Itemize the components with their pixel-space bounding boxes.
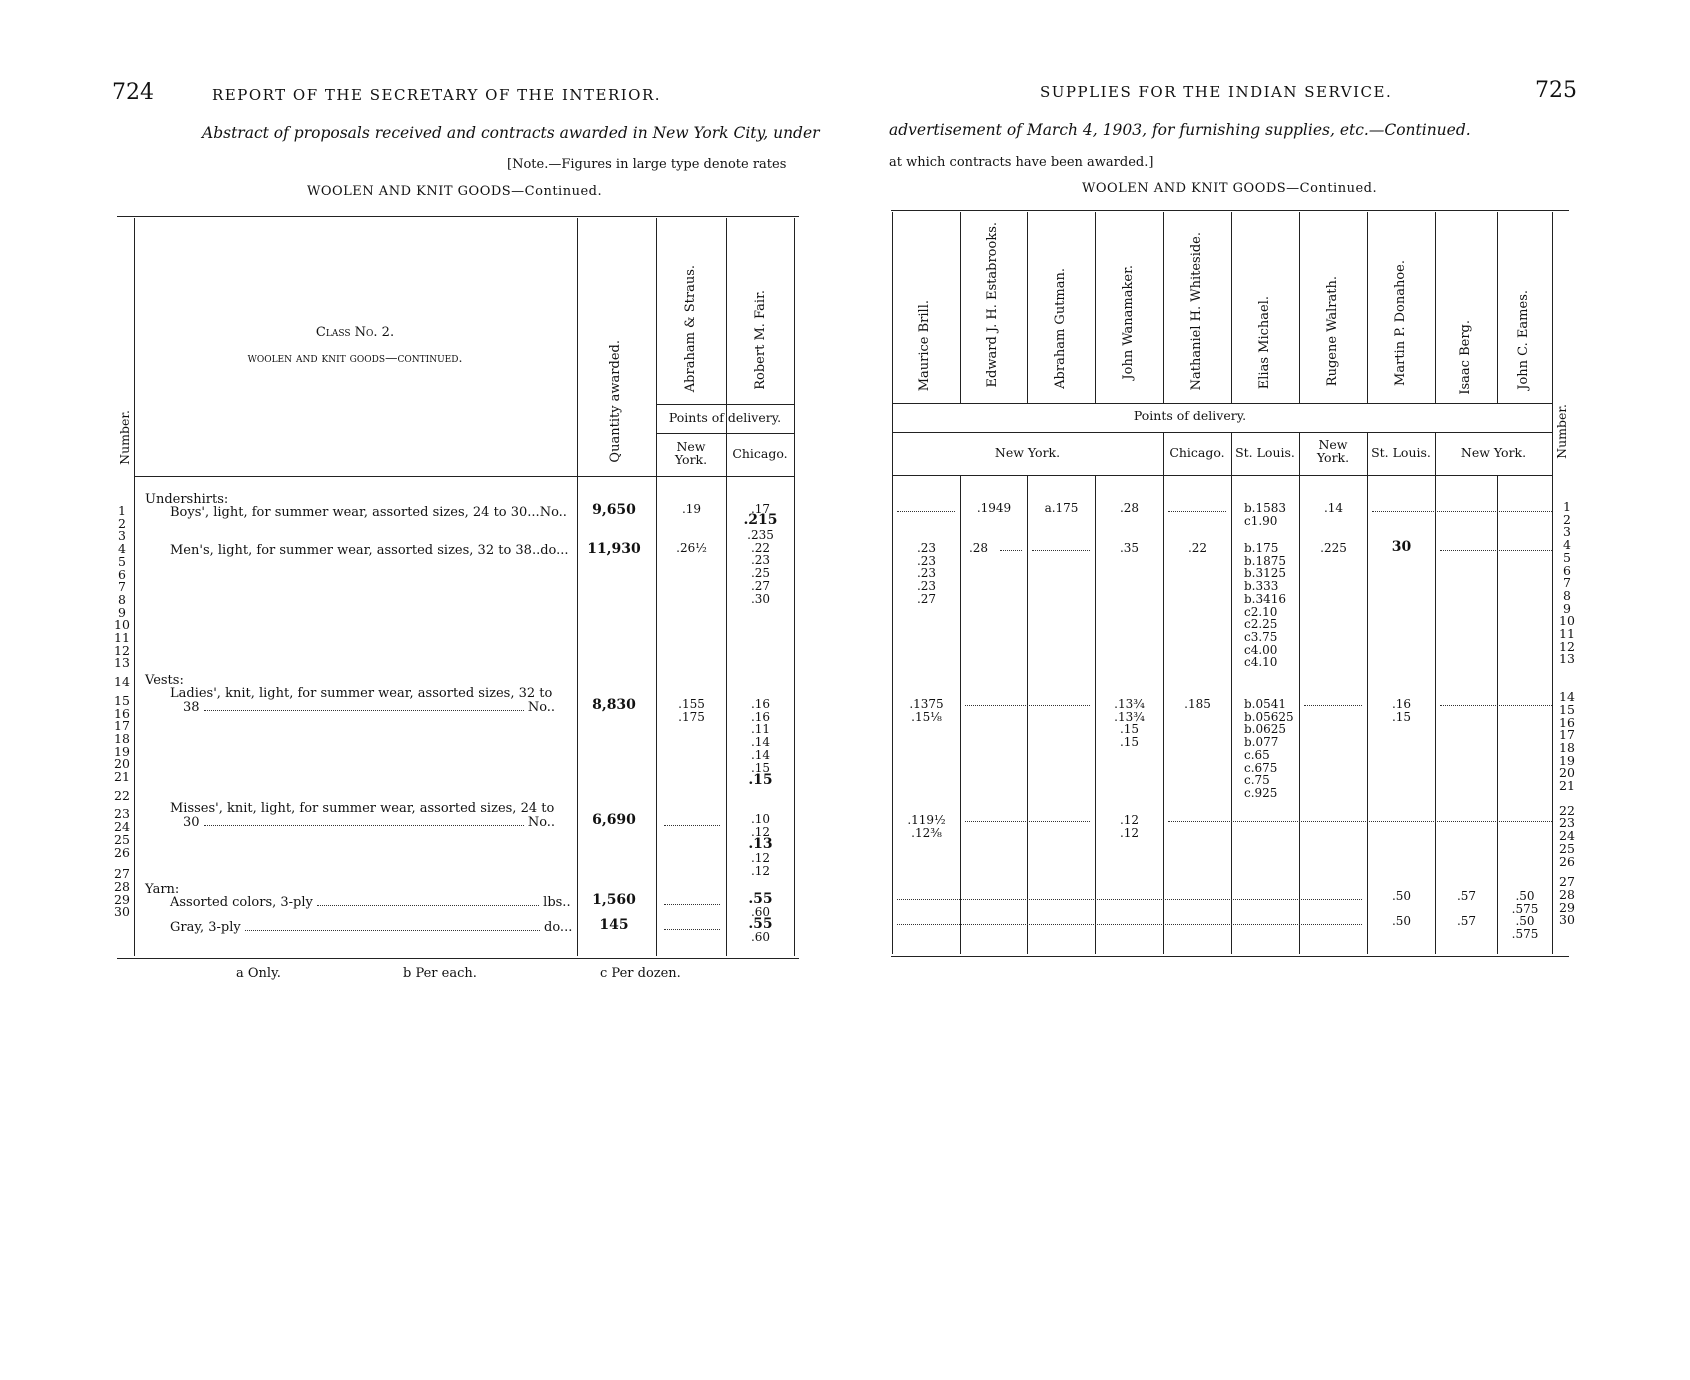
line-number: 12 <box>1559 638 1575 654</box>
wanamaker-g14: .13¾ .13¾ .15 .15 <box>1114 697 1145 750</box>
item-misses-vests: Misses', knit, light, for summer wear, assorted sizes, 24 to <box>170 801 555 816</box>
whiteside-g14: .185 <box>1184 697 1211 711</box>
qty-misses-vests: 6,690 <box>592 812 636 828</box>
point-new-york-2: New York. <box>1316 437 1350 465</box>
right-line-numbers <box>1553 501 1581 927</box>
line-number: 7 <box>1563 575 1571 591</box>
footnote-c: c Per dozen. <box>600 966 681 981</box>
item-ladies-size: 38 <box>183 700 200 715</box>
wanamaker-g22: .12 .12 <box>1119 813 1140 840</box>
line-number: 9 <box>1563 600 1571 616</box>
line-number: 20 <box>114 756 130 772</box>
line-number: 1 <box>118 503 126 518</box>
line-number: 4 <box>118 541 126 557</box>
bidder-john-wanamaker: John Wanamaker. <box>1121 265 1136 380</box>
point-st-louis-2: St. Louis. <box>1371 445 1431 460</box>
line-number: 28 <box>114 878 130 894</box>
bidder-nathaniel-whiteside: Nathaniel H. Whiteside. <box>1189 232 1204 391</box>
line-number: 24 <box>1559 828 1575 844</box>
qty-yarn-assorted: 1,560 <box>592 892 636 908</box>
footnote-b: b Per each. <box>403 966 477 981</box>
point-st-louis-1: St. Louis. <box>1235 445 1295 460</box>
line-number: 5 <box>118 553 126 569</box>
item-ladies-vests-line2 <box>183 700 575 715</box>
line-number: 20 <box>1559 765 1575 781</box>
line-number: 11 <box>114 630 130 646</box>
right-title: advertisement of March 4, 1903, for furnishing supplies, etc.—Continued. <box>889 121 1471 139</box>
line-number: 30 <box>1559 912 1575 928</box>
line-number: 29 <box>114 891 130 907</box>
line-number: 21 <box>114 769 130 785</box>
class-subtitle: woolen and knit goods—continued. <box>247 350 463 365</box>
class-label: Class No. 2. <box>315 325 395 340</box>
right-running-head: SUPPLIES FOR THE INDIAN SERVICE. <box>1040 83 1393 101</box>
left-line-numbers <box>112 505 132 919</box>
eames-g29: .50 .575 <box>1511 914 1539 941</box>
line-number: 2 <box>1563 511 1571 527</box>
item-group-undershirts: Undershirts: <box>145 492 229 507</box>
line-number: 7 <box>118 579 126 595</box>
line-number: 11 <box>1559 626 1575 642</box>
whiteside-g4: .22 <box>1187 541 1208 555</box>
line-number: 10 <box>1559 613 1575 629</box>
left-note: [Note.—Figures in large type denote rates <box>507 157 787 172</box>
fair-g22: .10 .12 <box>750 812 771 839</box>
brill-g22: .119½ .12⅜ <box>907 813 946 840</box>
point-new-york-1: New York. <box>994 445 1061 460</box>
bidder-robert-fair: Robert M. Fair. <box>753 290 768 390</box>
line-number: 23 <box>1559 815 1575 831</box>
michael-g14: b.0541 b.05625 b.0625 b.077 c.65 c.675 c.75 c.925 <box>1244 697 1294 800</box>
berg-g29: .57 <box>1456 914 1477 928</box>
michael-g4: b.175 b.1875 b.3125 b.333 b.3416 c2.10 c2.25 c3.75 c4.00 c4.10 <box>1244 541 1287 670</box>
line-number: 6 <box>1563 562 1571 578</box>
fair-g29: .55 <box>748 916 773 932</box>
line-number: 16 <box>1559 714 1575 730</box>
line-number: 12 <box>114 642 130 658</box>
line-number: 24 <box>114 819 130 835</box>
line-number: 18 <box>114 730 130 746</box>
fair-g3: .235 .22 .23 .25 .27 .30 <box>747 528 774 606</box>
left-running-head: REPORT OF THE SECRETARY OF THE INTERIOR. <box>212 86 662 104</box>
gutman-g1: a.175 <box>1044 501 1079 515</box>
item-misses-size: 30 <box>183 815 200 830</box>
fair-g25: .12 .12 <box>750 851 771 878</box>
bidder-edward-estabrooks: Edward J. H. Estabrooks. <box>985 222 1000 388</box>
bidder-isaac-berg: Isaac Berg. <box>1458 320 1473 395</box>
straus-g1: .19 <box>681 502 702 516</box>
line-number: 21 <box>1559 778 1575 794</box>
straus-g4: .26½ <box>676 541 707 555</box>
line-number: 8 <box>118 591 126 607</box>
quantity-awarded-header: Quantity awarded. <box>608 340 623 463</box>
straus-g14: .155 .175 <box>678 697 705 724</box>
right-section-heading: WOOLEN AND KNIT GOODS—Continued. <box>1082 181 1378 196</box>
line-number: 19 <box>1559 752 1575 768</box>
donahoe-g14: .16 .15 <box>1391 697 1412 724</box>
line-number: 22 <box>1559 802 1575 818</box>
item-misses-unit: No.. <box>527 815 556 830</box>
line-number: 9 <box>118 604 126 620</box>
line-number: 3 <box>1563 524 1571 540</box>
fair-g14: .16 .16 .11 .14 .14 .15 <box>750 697 771 775</box>
line-number: 30 <box>114 904 130 920</box>
line-number: 8 <box>1563 587 1571 603</box>
line-number: 19 <box>114 743 130 759</box>
donahoe-g27: .50 <box>1391 889 1412 903</box>
point-chicago: Chicago. <box>1169 445 1225 460</box>
qty-mens-undershirts: 11,930 <box>587 541 641 557</box>
left-page-number: 724 <box>112 80 154 105</box>
bidder-abraham-gutman: Abraham Gutman. <box>1053 268 1068 389</box>
line-number: 15 <box>1559 701 1575 717</box>
point-new-york-left: New York. <box>674 439 708 467</box>
line-number: 6 <box>118 566 126 582</box>
item-yarn-assorted-desc: Assorted colors, 3-ply <box>170 895 313 910</box>
bidder-elias-michael: Elias Michael. <box>1257 296 1272 390</box>
fair-g27: .55 <box>748 891 773 907</box>
line-number: 15 <box>114 692 130 708</box>
left-section-heading: WOOLEN AND KNIT GOODS—Continued. <box>307 184 603 199</box>
line-number: 17 <box>1559 727 1575 743</box>
item-yarn-gray-desc: Gray, 3-ply <box>170 920 241 935</box>
line-number: 23 <box>114 806 130 822</box>
item-yarn-assorted-unit: lbs.. <box>543 895 571 910</box>
line-number: 2 <box>118 515 126 531</box>
line-number: 17 <box>114 718 130 734</box>
item-ladies-unit: No.. <box>527 700 556 715</box>
line-number: 29 <box>1559 899 1575 915</box>
estabrooks-g4: .28 <box>968 541 989 555</box>
item-mens-undershirts: Men's, light, for summer wear, assorted sizes, 32 to 38..do... <box>170 543 569 558</box>
right-note: at which contracts have been awarded.] <box>889 155 1154 170</box>
brill-g14: .1375 .15⅛ <box>909 697 944 724</box>
line-number: 25 <box>1559 840 1575 856</box>
line-number: 26 <box>1559 853 1575 869</box>
line-number: 4 <box>1563 537 1571 553</box>
line-number: 14 <box>114 674 130 690</box>
points-of-delivery-right: Points of delivery. <box>1133 408 1247 423</box>
line-number: 3 <box>118 528 126 544</box>
line-number: 5 <box>1563 549 1571 565</box>
bidder-abraham-straus: Abraham & Straus. <box>683 265 698 393</box>
wanamaker-g1: .28 <box>1119 501 1140 515</box>
bidder-martin-donahoe: Martin P. Donahoe. <box>1393 260 1408 386</box>
line-number: 26 <box>114 844 130 860</box>
fair-g30: .60 <box>750 930 771 944</box>
line-number: 28 <box>1559 886 1575 902</box>
footnote-a: a Only. <box>236 966 281 981</box>
item-yarn-assorted <box>170 895 580 910</box>
line-number: 16 <box>114 705 130 721</box>
estabrooks-g1: .1949 <box>976 501 1012 515</box>
item-boys-undershirts: Boys', light, for summer wear, assorted sizes, 24 to 30...No.. <box>170 505 567 520</box>
donahoe-g29: .50 <box>1391 914 1412 928</box>
point-new-york-3: New York. <box>1460 445 1527 460</box>
item-yarn-gray-unit: do... <box>544 920 573 935</box>
qty-yarn-gray: 145 <box>599 917 629 933</box>
right-col-number-header: Number. <box>1554 404 1569 459</box>
fair-g1b: .215 <box>743 512 778 528</box>
fair-g28: .60 <box>750 905 771 919</box>
item-yarn-gray <box>170 920 580 935</box>
points-of-delivery-left: Points of delivery. <box>668 410 782 425</box>
line-number: 27 <box>114 866 130 882</box>
line-number: 25 <box>114 831 130 847</box>
wanamaker-g4: .35 <box>1119 541 1140 555</box>
michael-g1: b.1583 c1.90 <box>1244 501 1287 528</box>
bidder-rugene-walrath: Rugene Walrath. <box>1325 276 1340 387</box>
line-number: 1 <box>1563 499 1571 514</box>
line-number: 27 <box>1559 874 1575 890</box>
fair-g1: .17 <box>750 502 771 516</box>
line-number: 14 <box>1559 689 1575 705</box>
left-col-number-header: Number. <box>117 410 132 465</box>
bidder-maurice-brill: Maurice Brill. <box>917 300 932 392</box>
point-chicago-left: Chicago. <box>732 446 788 461</box>
eames-g27: .50 .575 <box>1511 889 1539 916</box>
line-number: 22 <box>114 787 130 803</box>
item-group-vests: Vests: <box>145 673 184 688</box>
walrath-g1: .14 <box>1323 501 1344 515</box>
berg-g27: .57 <box>1456 889 1477 903</box>
line-number: 18 <box>1559 739 1575 755</box>
line-number: 13 <box>114 655 130 671</box>
fair-g24: .13 <box>748 836 773 852</box>
item-misses-vests-line2 <box>183 815 575 830</box>
left-title: Abstract of proposals received and contracts awarded in New York City, under <box>202 124 820 142</box>
item-ladies-vests: Ladies', knit, light, for summer wear, assorted sizes, 32 to <box>170 686 553 701</box>
right-page-number: 725 <box>1535 78 1577 103</box>
donahoe-g4: 30 <box>1391 539 1412 555</box>
brill-g4: .23 .23 .23 .23 .27 <box>916 541 937 606</box>
line-number: 10 <box>114 617 130 633</box>
fair-g20: .15 <box>748 772 773 788</box>
qty-boys-undershirts: 9,650 <box>592 502 636 518</box>
walrath-g4: .225 <box>1320 541 1347 555</box>
line-number: 13 <box>1559 651 1575 667</box>
bidder-john-eames: John C. Eames. <box>1516 290 1531 390</box>
item-group-yarn: Yarn: <box>145 882 180 897</box>
qty-ladies-vests: 8,830 <box>592 697 636 713</box>
